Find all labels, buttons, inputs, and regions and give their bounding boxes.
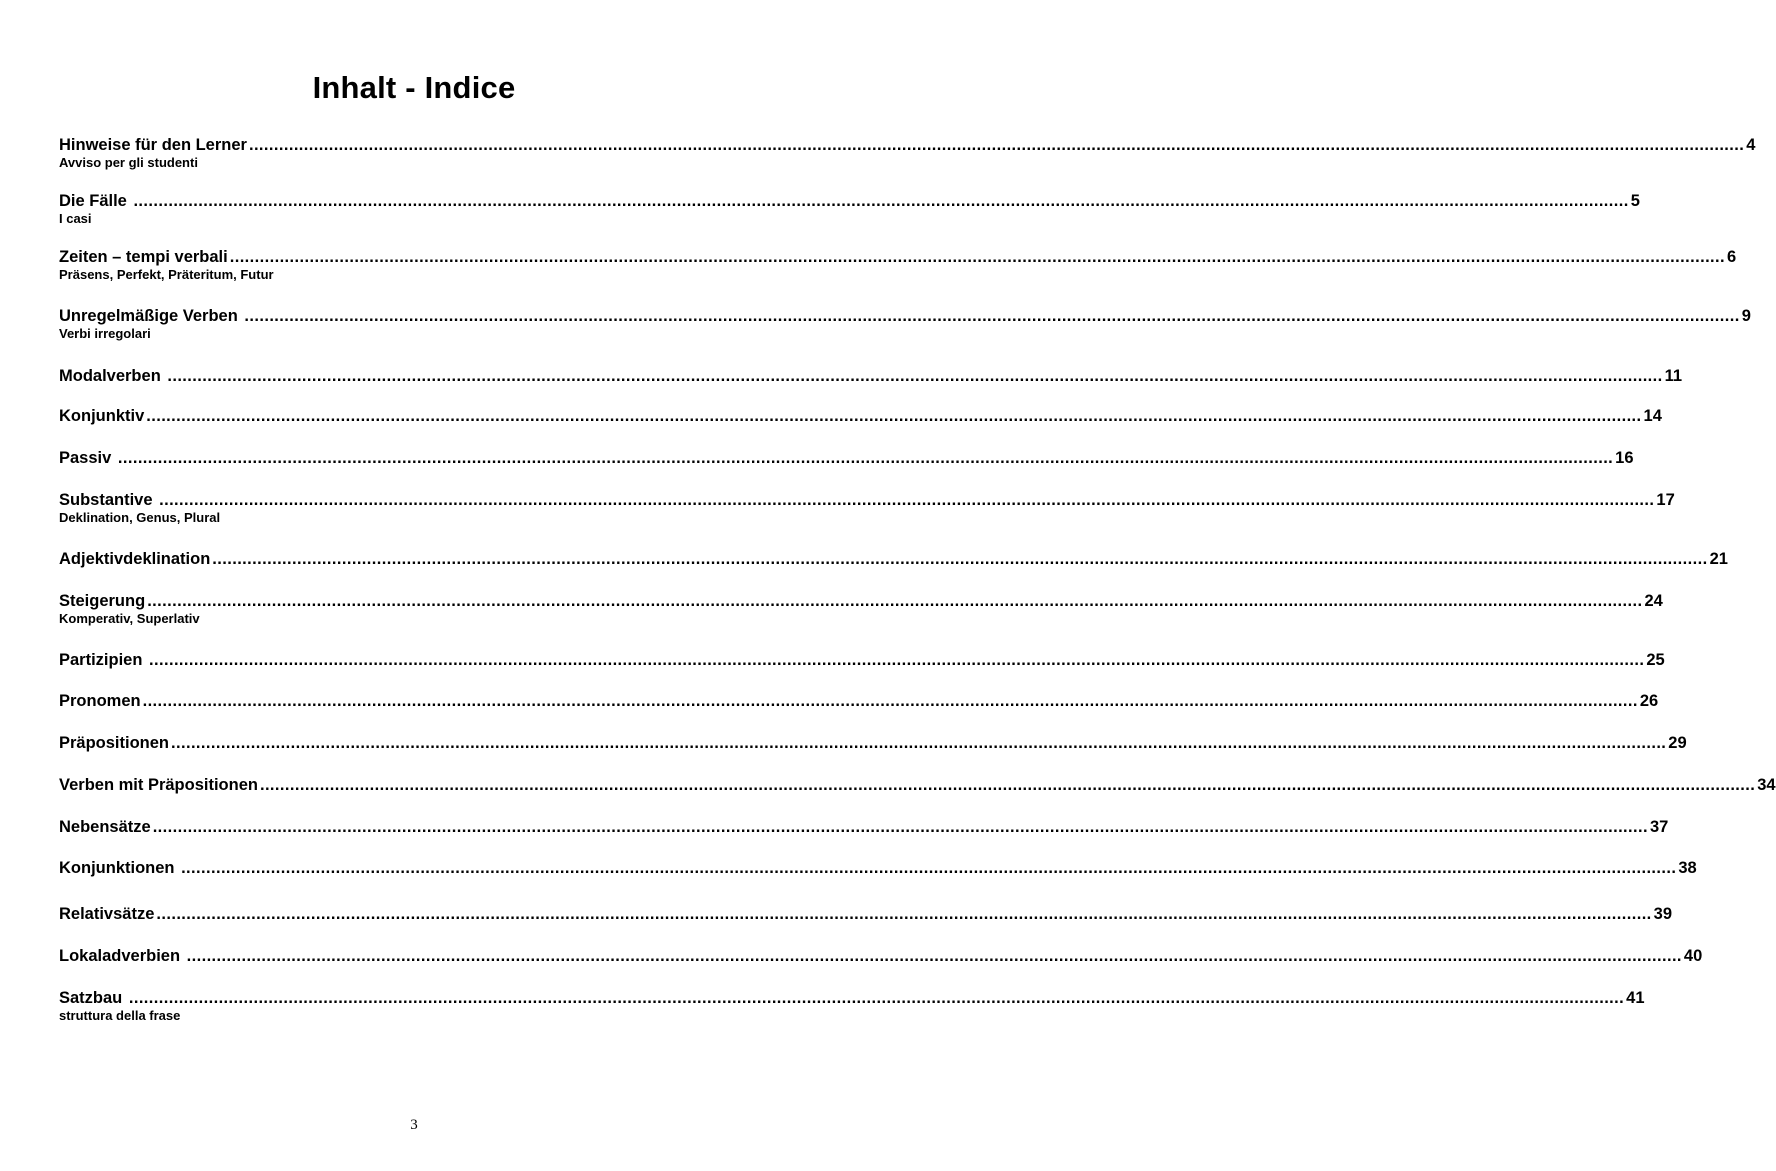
page-number: 3 [410, 1117, 418, 1133]
toc-entry-line [59, 191, 1640, 211]
dot-leader: ............................................................................................................................................................................................................................................................................................................ [146, 407, 1642, 425]
toc-entry-page: 37 [1649, 818, 1669, 836]
toc-entry[interactable] [59, 691, 1659, 711]
toc-entry-title: Präpositionen [59, 734, 170, 752]
toc-entry-page: 5 [1630, 192, 1640, 210]
toc-entry-title: Unregelmäßige Verben [59, 307, 243, 325]
dot-leader: ............................................................................................................................................................................................................................................................................................................ [117, 449, 1614, 467]
toc-entry-line [59, 691, 1659, 711]
toc-entry[interactable] [59, 946, 1703, 966]
dot-leader: ............................................................................................................................................................................................................................................................................................................ [244, 307, 1740, 325]
toc-entry[interactable] [59, 366, 1683, 386]
dot-leader: ............................................................................................................................................................................................................................................................................................................ [147, 592, 1643, 610]
toc-entry-line [59, 490, 1675, 510]
toc-entry-title: Adjektivdeklination [59, 550, 211, 568]
toc-entry-line [59, 775, 1776, 795]
toc-entry[interactable] [59, 650, 1665, 670]
toc-entry[interactable] [59, 988, 1645, 1024]
toc-entry-page: 25 [1646, 651, 1665, 669]
dot-leader: ............................................................................................................................................................................................................................................................................................................ [171, 734, 1667, 752]
toc-entry-title: Lokaladverbien [59, 947, 185, 965]
toc-entry-title: Passiv [59, 449, 116, 467]
toc-entry-page: 6 [1727, 248, 1737, 266]
dot-leader: ............................................................................................................................................................................................................................................................................................................ [212, 550, 1708, 568]
toc-entry-line [59, 247, 1737, 267]
toc-entry-title: Substantive [59, 491, 158, 509]
toc-entry[interactable] [59, 733, 1687, 753]
toc-entry-title: Verben mit Präpositionen [59, 776, 258, 794]
toc-entry-title: Konjunktionen [59, 859, 180, 877]
toc-entry-line [59, 135, 1756, 155]
toc-entry-page: 38 [1678, 859, 1697, 877]
toc-entry-title: Partizipien [59, 651, 148, 669]
toc-entry-page: 40 [1683, 947, 1703, 965]
toc-entry-title: Steigerung [59, 592, 146, 610]
toc-entry-line [59, 858, 1697, 878]
toc-entry[interactable] [59, 448, 1634, 468]
toc-entry-title: Zeiten – tempi verbali [59, 248, 228, 266]
toc-entry-line [59, 406, 1662, 426]
toc-entry[interactable] [59, 549, 1728, 569]
toc-entry-page: 14 [1643, 407, 1662, 425]
dot-leader: ............................................................................................................................................................................................................................................................................................................ [142, 692, 1638, 710]
toc-entry[interactable] [59, 904, 1673, 924]
toc-entry-line [59, 549, 1728, 569]
toc-entry-page: 41 [1626, 989, 1645, 1007]
dot-leader: ............................................................................................................................................................................................................................................................................................................ [186, 947, 1682, 965]
toc-entry-subtitle: I casi [59, 211, 92, 226]
toc-entry-page: 39 [1653, 905, 1673, 923]
toc-entry-line [59, 448, 1634, 468]
dot-leader: ............................................................................................................................................................................................................................................................................................................ [128, 989, 1625, 1007]
toc-entry-title: Hinweise für den Lerner [59, 136, 247, 154]
toc-entry-line [59, 904, 1673, 924]
dot-leader: ............................................................................................................................................................................................................................................................................................................ [149, 651, 1645, 669]
dot-leader: ............................................................................................................................................................................................................................................................................................................ [156, 905, 1652, 923]
page-title: Inhalt - Indice [312, 70, 516, 105]
toc-entry-page: 34 [1757, 776, 1776, 794]
toc-entry-page: 4 [1746, 136, 1756, 154]
toc-entry-title: Nebensätze [59, 818, 151, 836]
toc-entry-page: 16 [1615, 449, 1634, 467]
toc-entry[interactable] [59, 306, 1751, 342]
toc-entry-subtitle: Präsens, Perfekt, Präteritum, Futur [59, 267, 274, 282]
toc-entry-line [59, 366, 1683, 386]
toc-entry-title: Modalverben [59, 367, 166, 385]
toc-entry[interactable] [59, 406, 1662, 426]
toc-entry-title: Relativsätze [59, 905, 155, 923]
toc-entry[interactable] [59, 135, 1756, 171]
toc-entry-line [59, 306, 1751, 326]
dot-leader: ............................................................................................................................................................................................................................................................................................................ [167, 367, 1663, 385]
dot-leader: ............................................................................................................................................................................................................................................................................................................ [259, 776, 1756, 794]
toc-entry-subtitle: Komperativ, Superlativ [59, 611, 200, 626]
toc-entry[interactable] [59, 591, 1663, 627]
dot-leader: ............................................................................................................................................................................................................................................................................................................ [248, 136, 1745, 154]
toc-entry[interactable] [59, 817, 1669, 837]
toc-entry-page: 17 [1656, 491, 1675, 509]
dot-leader: ............................................................................................................................................................................................................................................................................................................ [229, 248, 1726, 266]
toc-entry-line [59, 946, 1703, 966]
toc-entry[interactable] [59, 490, 1675, 526]
toc-entry-line [59, 988, 1645, 1008]
toc-entry[interactable] [59, 858, 1697, 878]
toc-entry[interactable] [59, 775, 1776, 795]
toc-entry-page: 29 [1668, 734, 1687, 752]
toc-entry-line [59, 733, 1687, 753]
toc-entry[interactable] [59, 247, 1737, 283]
dot-leader: ............................................................................................................................................................................................................................................................................................................ [159, 491, 1655, 509]
toc-entry-line [59, 650, 1665, 670]
toc-entry-title: Die Fälle [59, 192, 132, 210]
toc-entry-title: Satzbau [59, 989, 127, 1007]
toc-entry[interactable] [59, 191, 1640, 227]
dot-leader: ............................................................................................................................................................................................................................................................................................................ [133, 192, 1629, 210]
dot-leader: ............................................................................................................................................................................................................................................................................................................ [152, 818, 1648, 836]
toc-entry-page: 11 [1664, 367, 1683, 385]
toc-entry-line [59, 591, 1663, 611]
dot-leader: ............................................................................................................................................................................................................................................................................................................ [181, 859, 1677, 877]
toc-entry-line [59, 817, 1669, 837]
toc-entry-title: Konjunktiv [59, 407, 145, 425]
toc-entry-subtitle: Deklination, Genus, Plural [59, 510, 221, 525]
toc-entry-page: 9 [1741, 307, 1751, 325]
toc-entry-page: 26 [1639, 692, 1659, 710]
toc-entry-page: 24 [1644, 592, 1663, 610]
toc-entry-title: Pronomen [59, 692, 141, 710]
toc-entry-subtitle: struttura della frase [59, 1008, 181, 1023]
toc-entry-page: 21 [1709, 550, 1728, 568]
toc-entry-subtitle: Avviso per gli studenti [59, 155, 198, 170]
toc-entry-subtitle: Verbi irregolari [59, 326, 151, 341]
